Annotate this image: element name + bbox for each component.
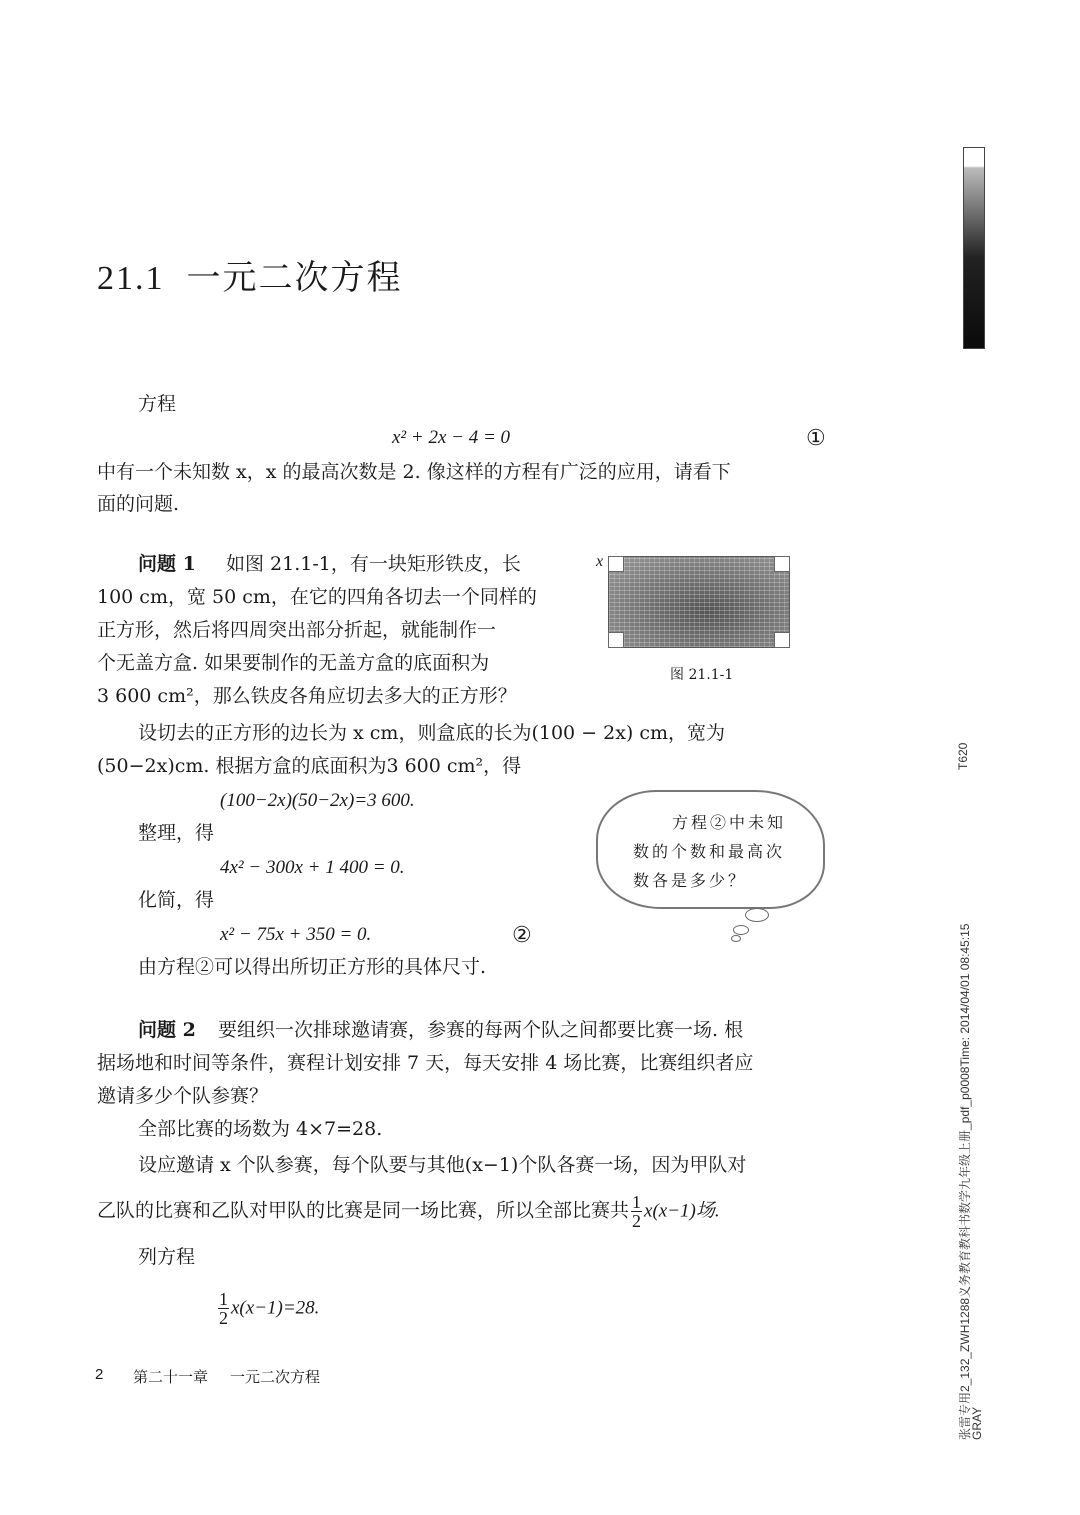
thought-bubble-dot-medium: [733, 925, 749, 935]
fraction-one-half: $\frac{1}{2}$: [632, 1192, 642, 1231]
solution-conclusion: 由方程②可以得出所切正方形的具体尺寸.: [138, 956, 487, 978]
section-number: 21.1: [97, 260, 165, 297]
thought-bubble-line: 方程②中未知: [672, 813, 787, 832]
section-title-text: 一元二次方程: [186, 258, 403, 298]
intro-lead: 方程: [138, 393, 177, 415]
problem-2-equation: $\frac{1}{2}$ x(x−1)=28.: [219, 1289, 320, 1328]
equation-2: x² − 75x + 350 = 0.: [220, 924, 372, 945]
corner-square-bottom-left: [608, 632, 624, 648]
solution-line-1: 设切去的正方形的边长为 x cm，则盒底的长为(100 − 2x) cm，宽为: [138, 722, 726, 744]
equation-1: x² + 2x − 4 = 0: [392, 427, 511, 448]
problem-2-equation-lead: 列方程: [138, 1246, 196, 1268]
solution-text: 乙队的比赛和乙队对甲队的比赛是同一场比赛，所以全部比赛共: [97, 1199, 630, 1222]
equation-expanded: 4x² − 300x + 1 400 = 0.: [220, 857, 405, 878]
problem-2-total: 全部比赛的场数为 4×7=28.: [138, 1118, 383, 1140]
scan-mode: GRAY: [970, 1406, 984, 1440]
corner-square-bottom-right: [774, 632, 790, 648]
problem-2-line: 据场地和时间等条件，赛程计划安排 7 天，每天安排 4 场比赛，比赛组织者应: [97, 1052, 754, 1074]
figure-rectangle-sheet: [608, 556, 790, 648]
footer-chapter: 第二十一章: [133, 1368, 209, 1386]
thought-bubble-dot-large: [745, 908, 769, 922]
footer-chapter-title: 一元二次方程: [230, 1368, 321, 1386]
step-reduce-label: 化简，得: [138, 889, 215, 911]
corner-square-top-right: [774, 556, 790, 572]
problem-1-label: 问题 1: [138, 553, 196, 575]
scan-timestamp: 张雷专用2_132_ZWH1288义务教育教科书数学九年级上册_pdf_p0008Time: 2014/04/01 08:45:15: [958, 923, 972, 1440]
section-title: [97, 250, 403, 299]
step-simplify-label: 整理，得: [138, 822, 215, 844]
problem-1-line: 个无盖方盒. 如果要制作的无盖方盒的底面积为: [97, 652, 490, 674]
problem-2-line: 要组织一次排球邀请赛，参赛的每两个队之间都要比赛一场. 根: [218, 1019, 744, 1041]
problem-2-solution-line-1: 设应邀请 x 个队参赛，每个队要与其他(x−1)个队各赛一场，因为甲队对: [138, 1154, 747, 1176]
intro-paragraph-line-2: 面的问题.: [97, 493, 180, 515]
scan-code: T620: [956, 742, 970, 770]
thought-bubble-line: 数各是多少？: [633, 871, 748, 890]
intro-paragraph-line-1: 中有一个未知数 x，x 的最高次数是 2. 像这样的方程有广泛的应用，请看下: [97, 461, 731, 483]
problem-1-line: 3 600 cm²，那么铁皮各角应切去多大的正方形？: [97, 685, 517, 707]
equation-2-tag: ②: [512, 922, 532, 947]
page-number: 2: [95, 1366, 104, 1383]
solution-line-2: (50−2x)cm. 根据方盒的底面积为3 600 cm²，得: [97, 755, 522, 777]
thought-bubble-dot-small: [731, 935, 741, 942]
problem-1-line: 100 cm，宽 50 cm，在它的四角各切去一个同样的: [97, 586, 537, 608]
equation-1-tag: ①: [806, 425, 826, 450]
solution-expression: x(x−1)场.: [644, 1200, 720, 1222]
fraction-one-half: $\frac{1}{2}$: [219, 1289, 228, 1328]
problem-2-line: 邀请多少个队参赛？: [97, 1085, 269, 1107]
equation-area: (100−2x)(50−2x)=3 600.: [220, 790, 415, 811]
problem-2-solution-line-2: [97, 1193, 720, 1230]
thought-bubble-line: 数的个数和最高次: [633, 842, 786, 861]
problem-1-line: 正方形，然后将四周突出部分折起，就能制作一: [97, 619, 497, 641]
problem-1-line: 如图 21.1-1，有一块矩形铁皮，长: [226, 553, 521, 575]
problem-2-label: 问题 2: [138, 1019, 196, 1041]
figure-x-label: x: [596, 553, 604, 570]
corner-square-top-left: [608, 556, 624, 572]
figure-caption: 图 21.1-1: [670, 667, 734, 683]
grayscale-calibration-bar: [963, 147, 985, 349]
